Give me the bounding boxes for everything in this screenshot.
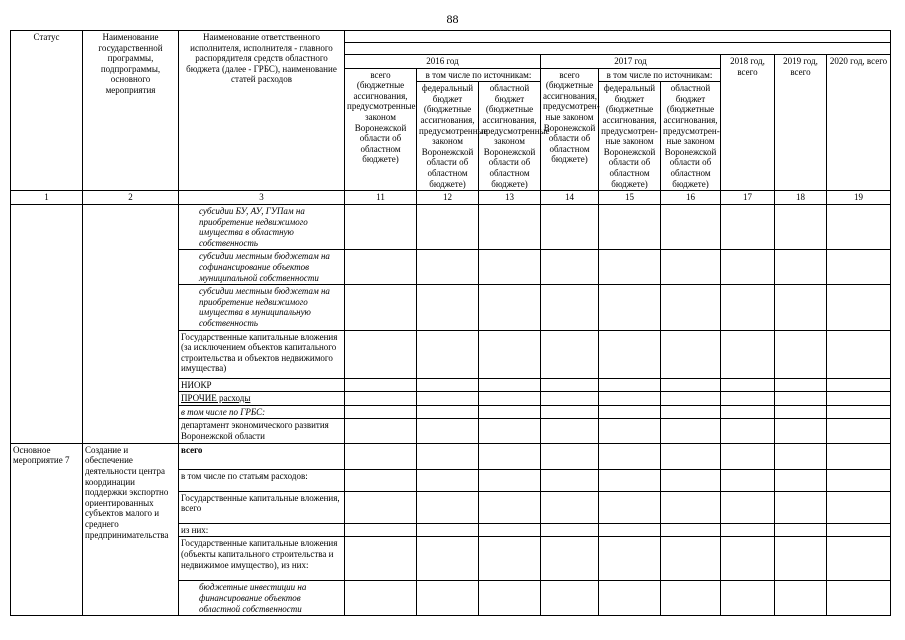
program-cell-empty [83, 204, 179, 443]
col-num: 17 [721, 191, 775, 205]
row-subsidies-cofinancing: субсидии местным бюджетам на софинансирование объектов муниципальной собственности [179, 250, 345, 285]
col-num: 16 [661, 191, 721, 205]
measure7-status: Основное мероприятие 7 [11, 443, 83, 615]
col-num: 13 [479, 191, 541, 205]
header-total-2017: всего (бюджетные ассигнования, предусмотрен-ные законом Воронежской области об областном бюджете) [541, 68, 599, 191]
col-num: 19 [827, 191, 891, 205]
header-year-2017: 2017 год [541, 55, 721, 69]
col-num: 12 [417, 191, 479, 205]
header-federal-2016: федеральный бюджет (бюджетные ассигнования, предусмотренные законом Воронежской области об областном бюджете) [417, 82, 479, 191]
header-2019: 2019 год, всего [775, 55, 827, 191]
measure7-of-them: из них: [179, 523, 345, 537]
col-num: 3 [179, 191, 345, 205]
header-total-2016: всего (бюджетные ассигнования, предусмотренные законом Воронежской области об областном бюджете) [345, 68, 417, 191]
header-sources-2016: в том числе по источникам: [417, 68, 541, 82]
col-num: 14 [541, 191, 599, 205]
header-regional-2017: областной бюджет (бюджетные ассигнования, предусмотрен-ные законом Воронежской области об областном бюджете) [661, 82, 721, 191]
table-row [11, 443, 891, 469]
col-num: 18 [775, 191, 827, 205]
header-empty-top [345, 31, 891, 43]
header-federal-2017: федеральный бюджет (бюджетные ассигнования, предусмотрен-ные законом Воронежской области об областном бюджете) [599, 82, 661, 191]
page-number: 88 [446, 12, 459, 26]
header-sources-2017: в том числе по источникам: [599, 68, 721, 82]
col-num: 1 [11, 191, 83, 205]
header-2020: 2020 год, всего [827, 55, 891, 191]
measure7-budget-investments: бюджетные инвестиции на финансирование объектов областной собственности [179, 581, 345, 616]
header-2018: 2018 год, всего [721, 55, 775, 191]
row-subsidies-municipal: субсидии местным бюджетам на приобретение недвижимого имущества в муниципальную собственность [179, 285, 345, 330]
measure7-capital: Государственные капитальные вложения, всего [179, 491, 345, 523]
row-department: департамент экономического развития Воронежской области [179, 419, 345, 443]
measure7-capital-objects: Государственные капитальные вложения (объекты капитального строительства и недвижимое имущество), из них: [179, 537, 345, 581]
measure7-total: всего [179, 443, 345, 469]
header-empty-second [345, 43, 891, 55]
budget-table [10, 30, 891, 616]
header-regional-2016: областной бюджет (бюджетные ассигнования, предусмотренные законом Воронежской области об областном бюджете) [479, 82, 541, 191]
status-cell-empty [11, 204, 83, 443]
table-row [11, 204, 891, 249]
row-capital-investments: Государственные капитальные вложения (за исключением объектов капитального строительства и объектов недвижимого имущества) [179, 330, 345, 378]
col-num: 11 [345, 191, 417, 205]
row-subsidies-bu: субсидии БУ, АУ, ГУПам на приобретение недвижимого имущества в областную собственность [179, 204, 345, 249]
header-program: Наименование государственной программы, подпрограммы, основного мероприятия [83, 31, 179, 191]
measure7-by-items: в том числе по статьям расходов: [179, 469, 345, 491]
col-num: 15 [599, 191, 661, 205]
measure7-name: Создание и обеспечение деятельности центра координации поддержки экспортно ориентированных субъектов малого и среднего предпринимательства [83, 443, 179, 615]
col-num: 2 [83, 191, 179, 205]
column-numbers-row [11, 191, 891, 205]
header-executor: Наименование ответственного исполнителя, исполнителя - главного распорядителя средств областного бюджета (далее - ГРБС), наименование статей расходов [179, 31, 345, 191]
header-year-2016: 2016 год [345, 55, 541, 69]
row-niokr: НИОКР [179, 378, 345, 392]
row-by-grbs: в том числе по ГРБС: [179, 405, 345, 419]
row-other-expenses: ПРОЧИЕ расходы [179, 392, 345, 406]
header-status: Статус [11, 31, 83, 191]
